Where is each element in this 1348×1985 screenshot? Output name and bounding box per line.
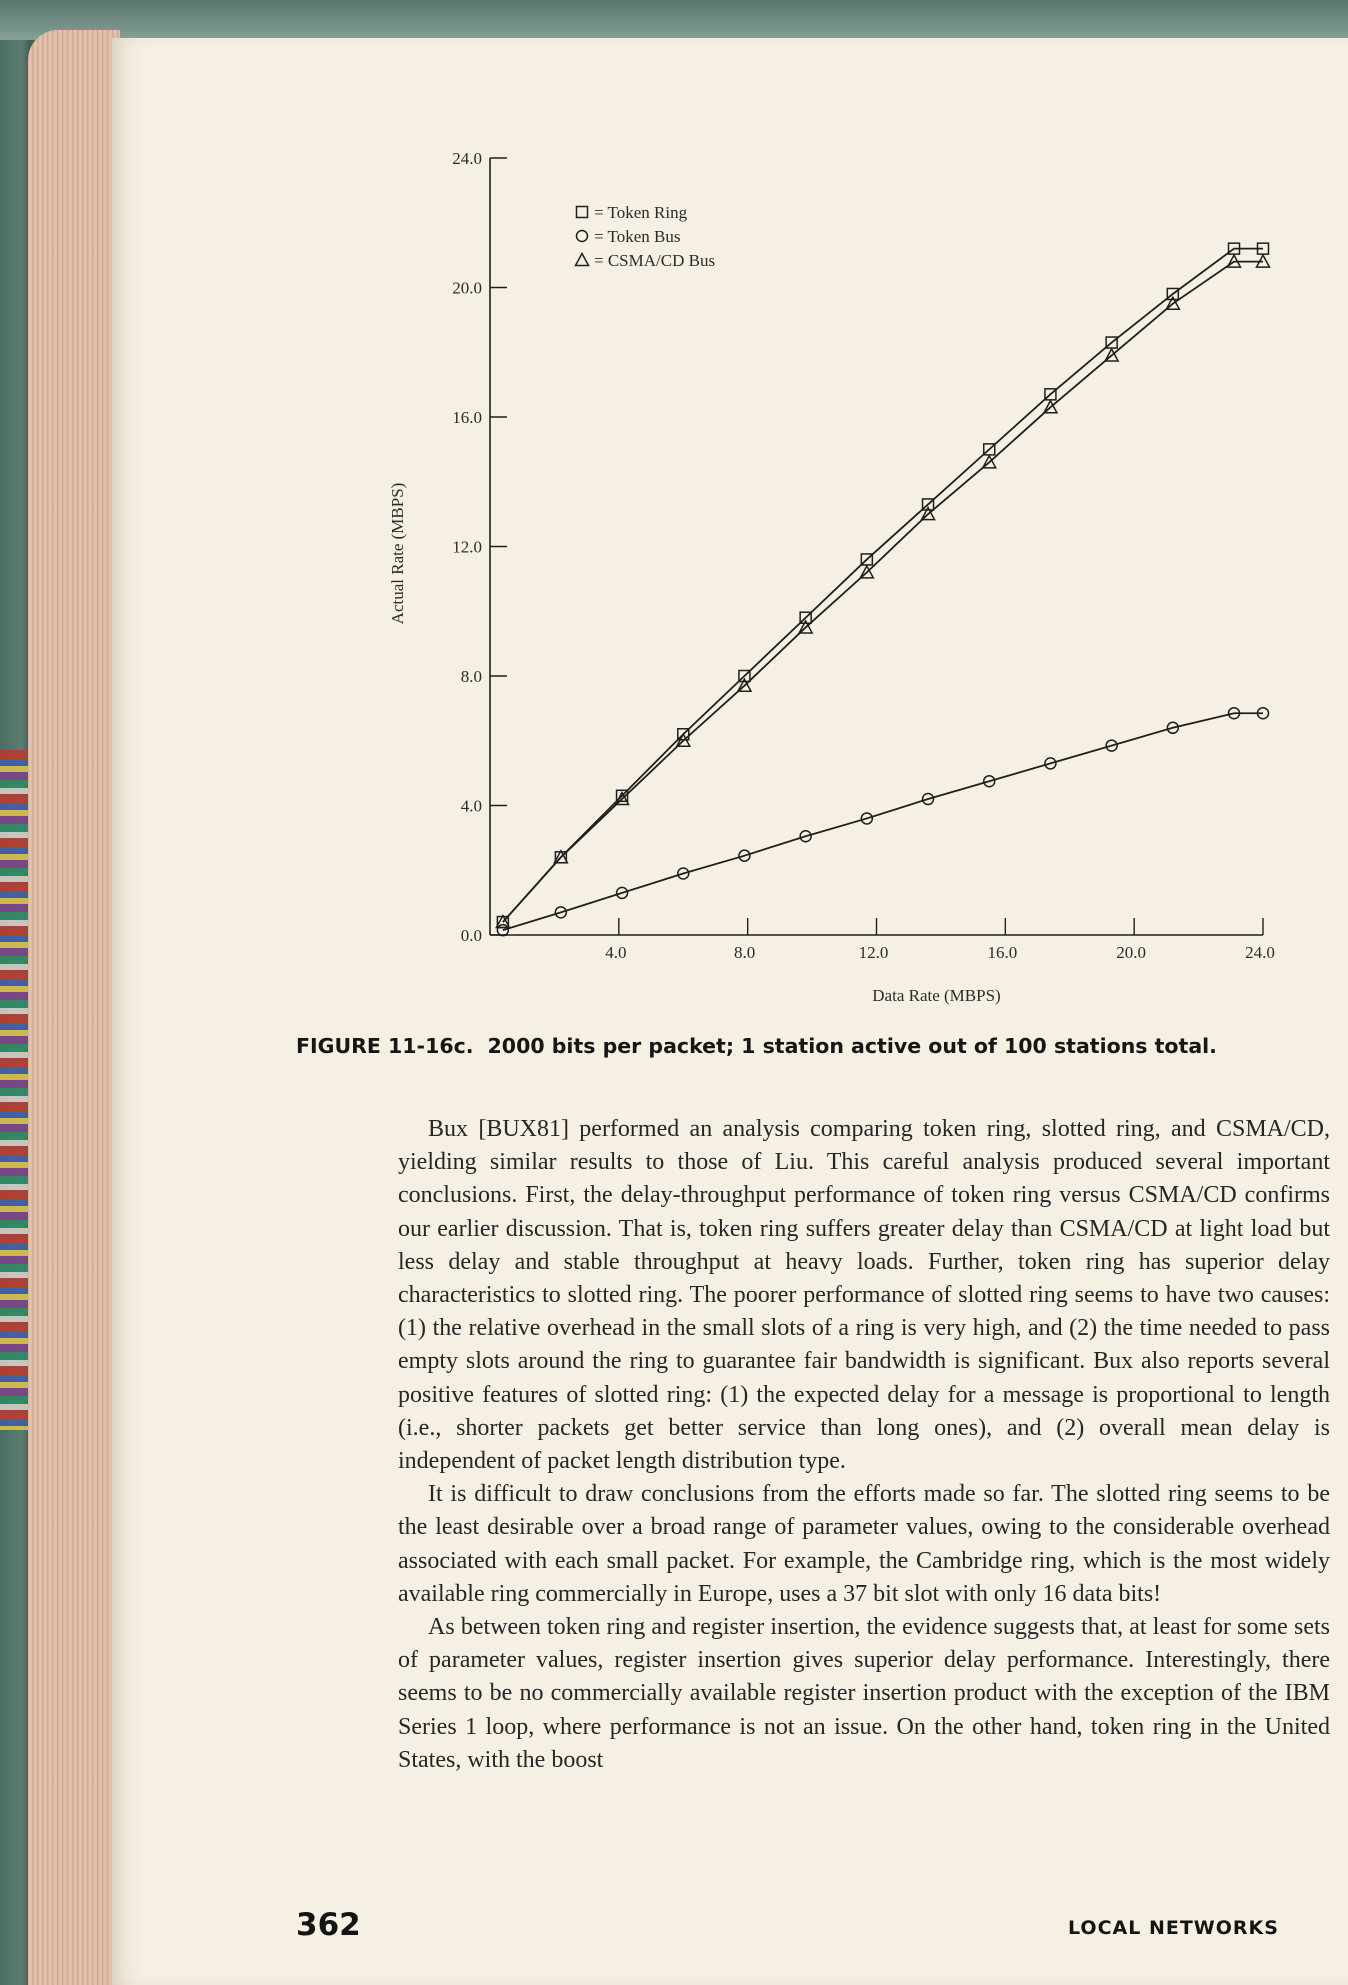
figure-caption xyxy=(296,1034,1336,1058)
x-tick-label: 24.0 xyxy=(1245,943,1275,962)
running-head: LOCAL NETWORKS xyxy=(1068,1917,1279,1939)
y-tick-label: 12.0 xyxy=(452,537,482,557)
x-tick-label: 20.0 xyxy=(1116,943,1147,962)
x-tick-label: 16.0 xyxy=(987,943,1018,962)
series-line-square xyxy=(503,249,1263,922)
paragraph: It is difficult to draw conclusions from the efforts made so far. The slotted ring seems to be the least desirable over a broad range of parameter values, owing to the considerable overhead associated with each small packet. For example, the Cambridge ring, which is the most widely available ring commercially in Europe, uses a 37 bit slot with only 16 data bits! xyxy=(398,1481,1330,1607)
figure-number: FIGURE 11-16c. xyxy=(296,1034,474,1058)
legend-marker-triangle xyxy=(576,254,589,266)
page-number: 362 xyxy=(296,1907,361,1943)
series-line-circle xyxy=(503,713,1263,930)
x-tick-label: 4.0 xyxy=(605,943,627,962)
series-line-triangle xyxy=(503,262,1263,922)
x-axis-label: Data Rate (MBPS) xyxy=(872,986,1001,1005)
x-tick-label: 12.0 xyxy=(858,943,889,962)
x-tick-label: 8.0 xyxy=(734,943,756,962)
paragraph: As between token ring and register insertion, the evidence suggests that, at least for some sets of parameter values, register insertion gives superior delay performance. Interestingly, there seems to be no commercially available register insertion product with the exception of the IBM Series 1 loop, where performance is not an issue. On the other hand, token ring in the United States, with the boost xyxy=(398,1614,1330,1773)
legend-marker-square xyxy=(577,207,588,218)
page-edge xyxy=(28,30,120,1985)
book-top-band xyxy=(0,0,1348,40)
legend-label: = CSMA/CD Bus xyxy=(594,251,716,270)
legend-label: = Token Ring xyxy=(594,203,688,222)
y-tick-label: 16.0 xyxy=(452,408,482,427)
y-tick-label: 4.0 xyxy=(460,796,482,816)
body-text xyxy=(398,1113,1330,1777)
legend-label: = Token Bus xyxy=(594,227,681,246)
y-tick-label: 8.0 xyxy=(460,667,482,686)
chart xyxy=(112,38,1348,1038)
paragraph: Bux [BUX81] performed an analysis comparing token ring, slotted ring, and CSMA/CD, yielding similar results to those of Liu. This careful analysis produced several important conclusions. First, the delay-throughput performance of token ring versus CSMA/CD confirms our earlier discussion. That is, token ring suffers greater delay than CSMA/CD at light load but less delay and stable throughput at heavy loads. Further, token ring has superior delay characteristics to slotted ring. The poorer performance of slotted ring seems to have two causes: (1) the relative overhead in the small slots of a ring is very high, and (2) the time needed to pass empty slots around the ring to guarantee fair bandwidth is significant. Bux also reports several positive features of slotted ring: (1) the expected delay for a message is proportional to length (i.e., shorter packets get better service than long ones), and (2) overall mean delay is independent of packet length distribution type. xyxy=(398,1116,1330,1475)
y-tick-label: 24.0 xyxy=(452,149,482,168)
y-tick-label: 20.0 xyxy=(452,278,482,298)
y-tick-label: 0.0 xyxy=(460,926,482,945)
legend-marker-circle xyxy=(577,231,588,242)
figure-caption-text: 2000 bits per packet; 1 station active out of 100 stations total. xyxy=(487,1034,1217,1058)
y-axis-label: Actual Rate (MBPS) xyxy=(388,482,407,625)
